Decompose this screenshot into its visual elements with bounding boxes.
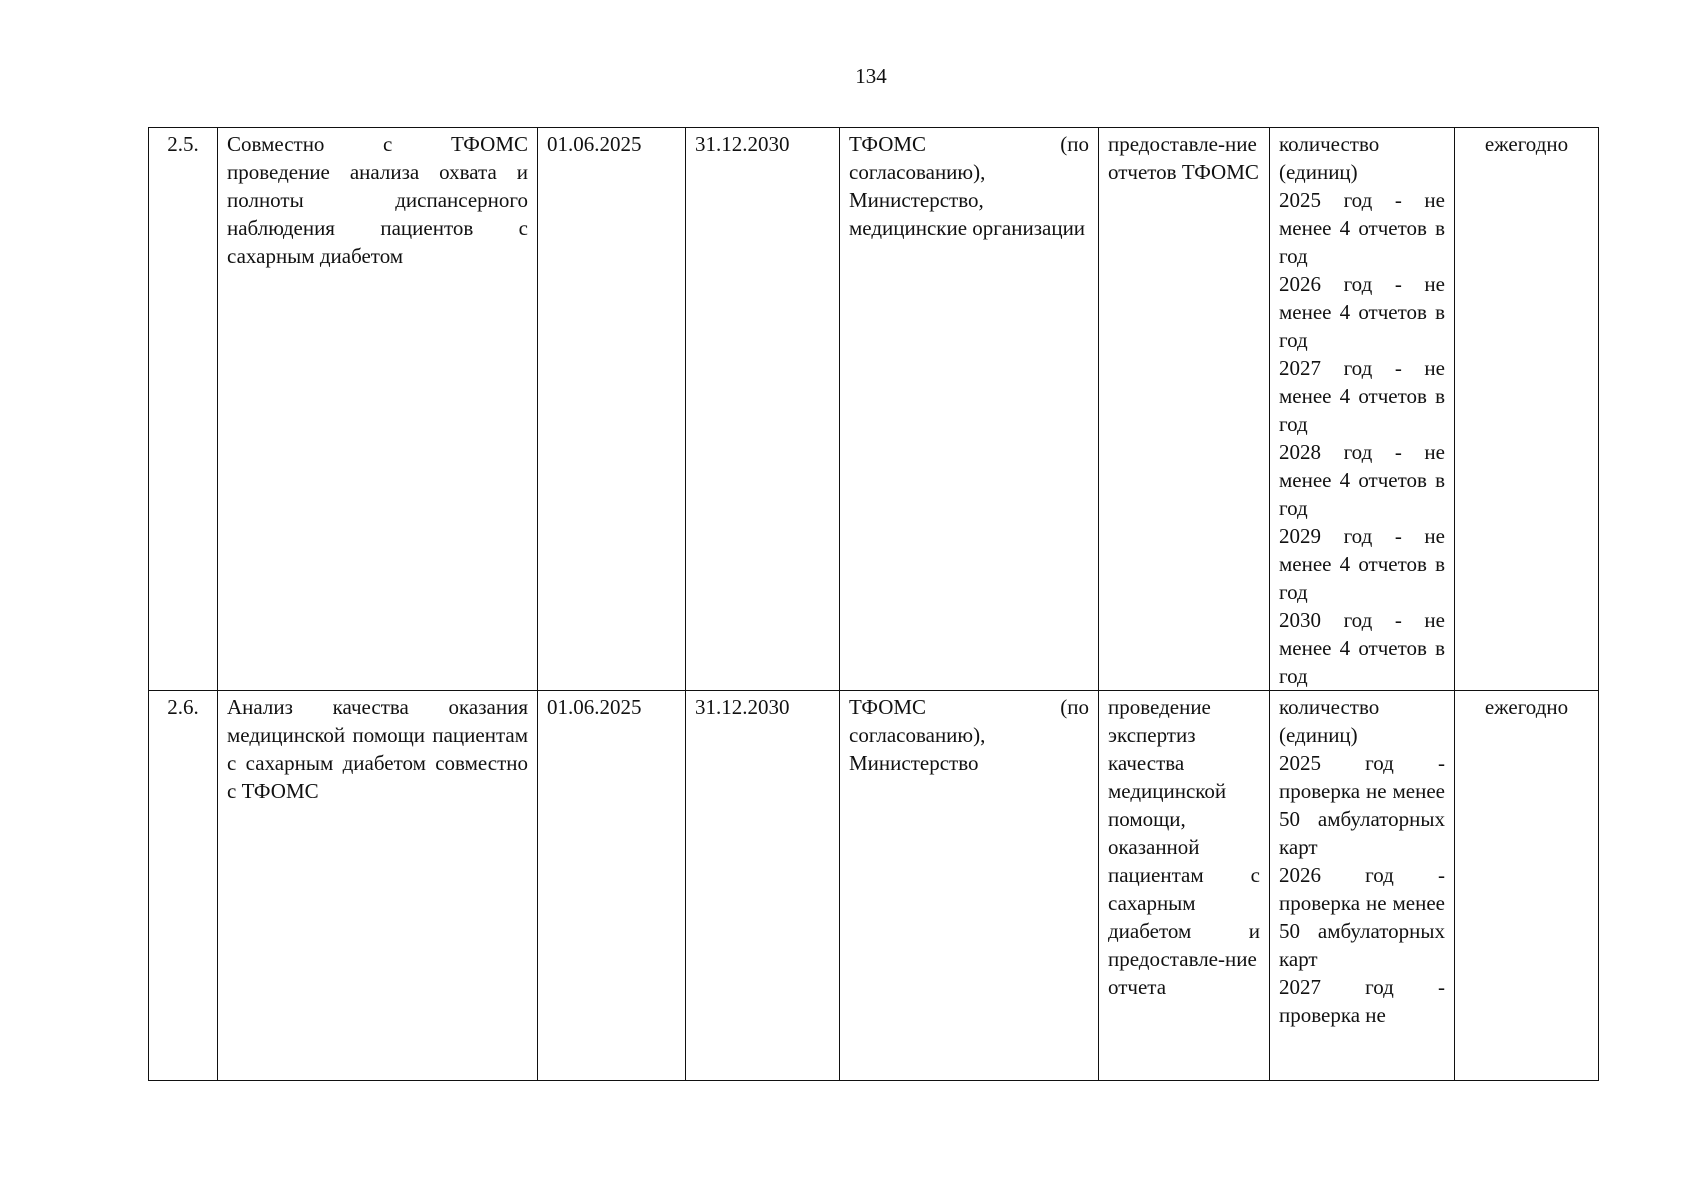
indicator-line: 2028 год - не менее 4 отчетов в год xyxy=(1279,440,1445,520)
frequency: ежегодно xyxy=(1455,691,1599,1081)
row-number: 2.6. xyxy=(149,691,218,1081)
indicator xyxy=(1270,691,1455,1081)
indicator-line: 2029 год - не менее 4 отчетов в год xyxy=(1279,524,1445,604)
frequency: ежегодно xyxy=(1455,128,1599,691)
page-number: 134 xyxy=(855,64,887,88)
end-date: 31.12.2030 xyxy=(686,128,840,691)
executor: ТФОМС (по согласованию), Министерство, медицинские организации xyxy=(840,128,1099,691)
start-date: 01.06.2025 xyxy=(538,691,686,1081)
indicator-line: 2030 год - не менее 4 отчетов в год xyxy=(1279,608,1445,688)
end-date: 31.12.2030 xyxy=(686,691,840,1081)
table-row xyxy=(149,691,1599,1081)
executor: ТФОМС (по согласованию), Министерство xyxy=(840,691,1099,1081)
indicator-line: 2027 год - не менее 4 отчетов в год xyxy=(1279,356,1445,436)
indicator-line: 2025 год - проверка не менее 50 амбулаторных карт xyxy=(1279,751,1445,859)
table-row xyxy=(149,128,1599,691)
indicator-line: количество (единиц) xyxy=(1279,132,1380,184)
start-date: 01.06.2025 xyxy=(538,128,686,691)
measure-name: Анализ качества оказания медицинской помощи пациентам с сахарным диабетом совместно с ТФОМС xyxy=(218,691,538,1081)
indicator-line: 2027 год - проверка не xyxy=(1279,975,1445,1027)
measure-name: Совместно с ТФОМС проведение анализа охвата и полноты диспансерного наблюдения пациентов с сахарным диабетом xyxy=(218,128,538,691)
row-number: 2.5. xyxy=(149,128,218,691)
indicator-line: 2026 год - не менее 4 отчетов в год xyxy=(1279,272,1445,352)
indicator-line: количество (единиц) xyxy=(1279,695,1380,747)
measures-table xyxy=(148,127,1599,1081)
indicator-line: 2025 год - не менее 4 отчетов в год xyxy=(1279,188,1445,268)
result: проведение экспертиз качества медицинской помощи, оказанной пациентам с сахарным диабетом и предоставле-ние отчета xyxy=(1099,691,1270,1081)
indicator-line: 2026 год - проверка не менее 50 амбулаторных карт xyxy=(1279,863,1445,971)
indicator xyxy=(1270,128,1455,691)
result: предоставле-ние отчетов ТФОМС xyxy=(1099,128,1270,691)
